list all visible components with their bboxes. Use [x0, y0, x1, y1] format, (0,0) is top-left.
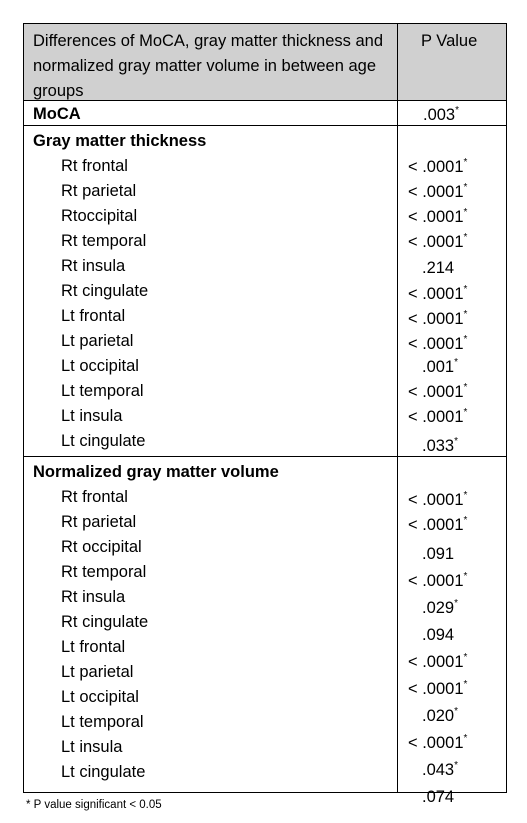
thickness-row-value: < .0001* — [408, 284, 468, 303]
thickness-row-label: Rt cingulate — [61, 282, 149, 300]
thickness-row-label: Lt frontal — [61, 307, 126, 325]
volume-row-label: Rt cingulate — [61, 613, 149, 631]
volume-row-label: Lt insula — [61, 738, 123, 756]
thickness-row-label: Lt temporal — [61, 382, 144, 400]
volume-row-value: < .0001* — [408, 490, 468, 509]
thickness-row-label: Rt frontal — [61, 157, 128, 175]
thickness-row-value: < .0001* — [408, 309, 468, 328]
volume-row-value: .094 — [422, 626, 455, 644]
thickness-row-value: .214 — [422, 259, 455, 277]
moca-label: MoCA — [33, 105, 81, 123]
thickness-row-label: Lt cingulate — [61, 432, 146, 450]
volume-row-value: .029* — [422, 598, 459, 617]
thickness-row-value: < .0001* — [408, 382, 468, 401]
volume-row-label: Lt temporal — [61, 713, 144, 731]
thickness-row-label: Rt insula — [61, 257, 126, 275]
volume-row-label: Lt cingulate — [61, 763, 146, 781]
thickness-row-value: .033* — [422, 436, 459, 455]
thickness-row-value: .001* — [422, 357, 459, 376]
volume-row-value: .020* — [422, 706, 459, 725]
thickness-row-value: < .0001* — [408, 207, 468, 226]
volume-row-value: < .0001* — [408, 679, 468, 698]
volume-row-label: Lt frontal — [61, 638, 126, 656]
volume-row-value: .074 — [422, 788, 455, 806]
volume-row-value: .091 — [422, 545, 455, 563]
header-p-value: P Value — [421, 32, 478, 50]
section-title-volume: Normalized gray matter volume — [33, 463, 279, 481]
volume-row-value: < .0001* — [408, 571, 468, 590]
thickness-row-value: < .0001* — [408, 407, 468, 426]
volume-row-value: < .0001* — [408, 652, 468, 671]
volume-row-value: .043* — [422, 760, 459, 779]
volume-row-label: Rt insula — [61, 588, 126, 606]
thickness-row-label: Rt parietal — [61, 182, 137, 200]
volume-row-value: < .0001* — [408, 515, 468, 534]
thickness-row-label: Rt temporal — [61, 232, 147, 250]
thickness-row-value: < .0001* — [408, 232, 468, 251]
footnote: * P value significant < 0.05 — [26, 799, 162, 811]
section-title-thickness: Gray matter thickness — [33, 132, 207, 150]
thickness-row-label: Lt occipital — [61, 357, 139, 375]
volume-row-label: Rt parietal — [61, 513, 137, 531]
header-title: Differences of MoCA, gray matter thickness and normalized gray matter volume in between age groups — [33, 32, 384, 100]
moca-value: .003* — [423, 105, 460, 124]
thickness-row-value: < .0001* — [408, 334, 468, 353]
volume-row-label: Rt occipital — [61, 538, 142, 556]
thickness-row-value: < .0001* — [408, 157, 468, 176]
table-header — [24, 24, 506, 101]
volume-row-label: Lt occipital — [61, 688, 139, 706]
thickness-row-label: Lt parietal — [61, 332, 134, 350]
thickness-row-label: Lt insula — [61, 407, 123, 425]
volume-row-label: Lt parietal — [61, 663, 134, 681]
volume-row-label: Rt temporal — [61, 563, 147, 581]
thickness-row-value: < .0001* — [408, 182, 468, 201]
thickness-row-label: Rtoccipital — [61, 207, 138, 225]
volume-row-label: Rt frontal — [61, 488, 128, 506]
column-divider — [397, 24, 398, 792]
volume-row-value: < .0001* — [408, 733, 468, 752]
